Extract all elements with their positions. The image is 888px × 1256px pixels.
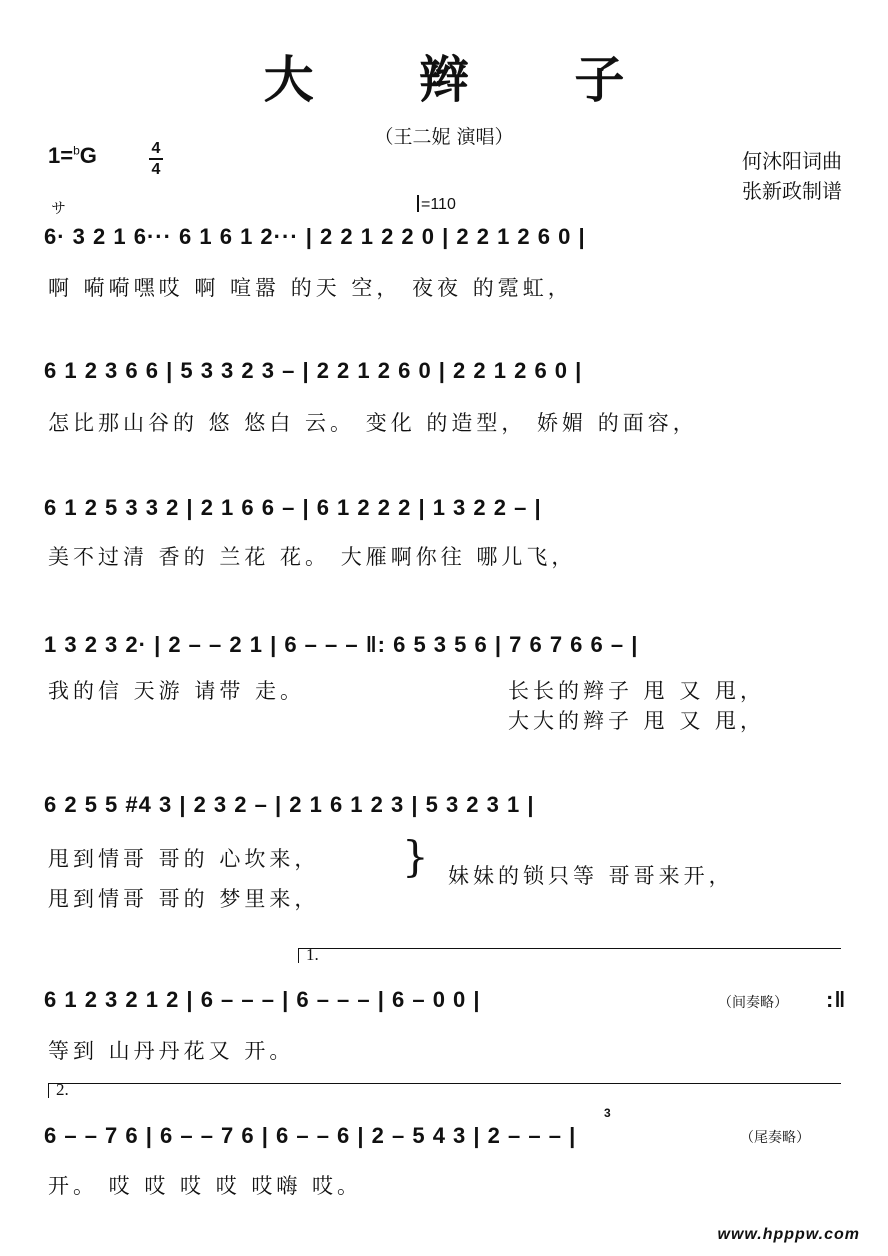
tempo-value: =110 bbox=[421, 196, 456, 213]
notes-line-7: 6 – – 7 6 | 6 – – 7 6 | 6 – – 6 | 2 – 5 4 3 | 2 – – – | bbox=[44, 1123, 577, 1148]
volta-1-label: 1. bbox=[306, 945, 319, 964]
quarter-note-icon bbox=[417, 195, 419, 212]
lyric-line-7: 开。 哎 哎 哎 哎 哎嗨 哎。 bbox=[48, 1174, 363, 1198]
key-note: G bbox=[79, 143, 97, 168]
key-signature bbox=[48, 143, 97, 169]
notes-line-6: 6 1 2 3 2 1 2 | 6 – – – | 6 – – – | 6 – 0 0 | bbox=[44, 987, 481, 1012]
repeat-end-mark: :‖ bbox=[826, 987, 847, 1012]
outro-note: （尾奏略） bbox=[740, 1130, 810, 1146]
performer-line: （王二妮 演唱） bbox=[374, 126, 514, 148]
interlude-note: （间奏略） bbox=[718, 995, 788, 1011]
song-title: 大 辫 子 bbox=[263, 51, 669, 109]
lyric-line-4-verse2: 大大的辫子 甩 又 甩， bbox=[508, 709, 766, 733]
lyric-line-5-verse2: 甩到情哥 哥的 梦里来， bbox=[48, 887, 320, 911]
lyric-line-5-verse1: 甩到情哥 哥的 心坎来， bbox=[48, 847, 320, 871]
volta-2-label: 2. bbox=[56, 1080, 69, 1099]
volta-1-bracket bbox=[298, 948, 841, 963]
notes-line-4: 1 3 2 3 2· | 2 – – 2 1 | 6 – – – ‖: 6 5 3 5 6 | 7 6 7 6 6 – | bbox=[44, 632, 639, 657]
lyric-line-6: 等到 山丹丹花又 开。 bbox=[48, 1039, 295, 1063]
site-watermark: www.hpppw.com bbox=[717, 1226, 860, 1243]
lyric-line-3: 美不过清 香的 兰花 花。 大雁啊你往 哪儿飞， bbox=[48, 545, 577, 569]
volta-2-bracket bbox=[48, 1083, 841, 1098]
free-rhythm-mark: サ bbox=[51, 199, 67, 217]
lyric-line-4-verse1: 长长的辫子 甩 又 甩， bbox=[508, 679, 766, 703]
staff-line-1 bbox=[44, 212, 856, 262]
notes-line-5: 6 2 5 5 #4 3 | 2 3 2 – | 2 1 6 1 2 3 | 5 3 2 3 1 | bbox=[44, 792, 535, 817]
lyric-line-4a: 我的信 天游 请带 走。 bbox=[48, 679, 306, 703]
grace-note: 3 bbox=[604, 1106, 611, 1120]
lyric-line-2: 怎比那山谷的 悠 悠白 云。 变化 的造型， 娇媚 的面容， bbox=[48, 411, 698, 435]
notes-line-2: 6 1 2 3 6 6 | 5 3 3 2 3 – | 2 2 1 2 6 0 | 2 2 1 2 6 0 | bbox=[44, 358, 583, 383]
staff-line-5 bbox=[44, 780, 856, 830]
lyric-line-1: 啊 嗬嗬嘿哎 啊 喧嚣 的天 空， 夜夜 的霓虹， bbox=[48, 276, 573, 300]
key-prefix: 1= bbox=[48, 143, 74, 168]
credit-lyrics-music: 何沐阳词曲 bbox=[742, 149, 842, 173]
staff-line-3 bbox=[44, 483, 856, 533]
meter-bottom: 4 bbox=[151, 161, 161, 178]
staff-line-4 bbox=[44, 620, 856, 670]
notes-line-1: 6· 3 2 1 6··· 6 1 6 1 2··· | 2 2 1 2 2 0 | 2 2 1 2 6 0 | bbox=[44, 224, 586, 249]
verse-brace-icon: } bbox=[402, 832, 429, 881]
credit-notation: 张新政制谱 bbox=[742, 179, 842, 203]
notes-line-3: 6 1 2 5 3 3 2 | 2 1 6 6 – | 6 1 2 2 2 | 1 3 2 2 – | bbox=[44, 495, 542, 520]
time-signature bbox=[149, 140, 163, 178]
staff-line-7 bbox=[44, 1111, 856, 1161]
meter-top: 4 bbox=[151, 140, 161, 157]
staff-line-2 bbox=[44, 346, 856, 396]
flat-sign: b bbox=[73, 143, 80, 158]
lyric-line-5-shared: 妹妹的锁只等 哥哥来开， bbox=[448, 864, 734, 888]
